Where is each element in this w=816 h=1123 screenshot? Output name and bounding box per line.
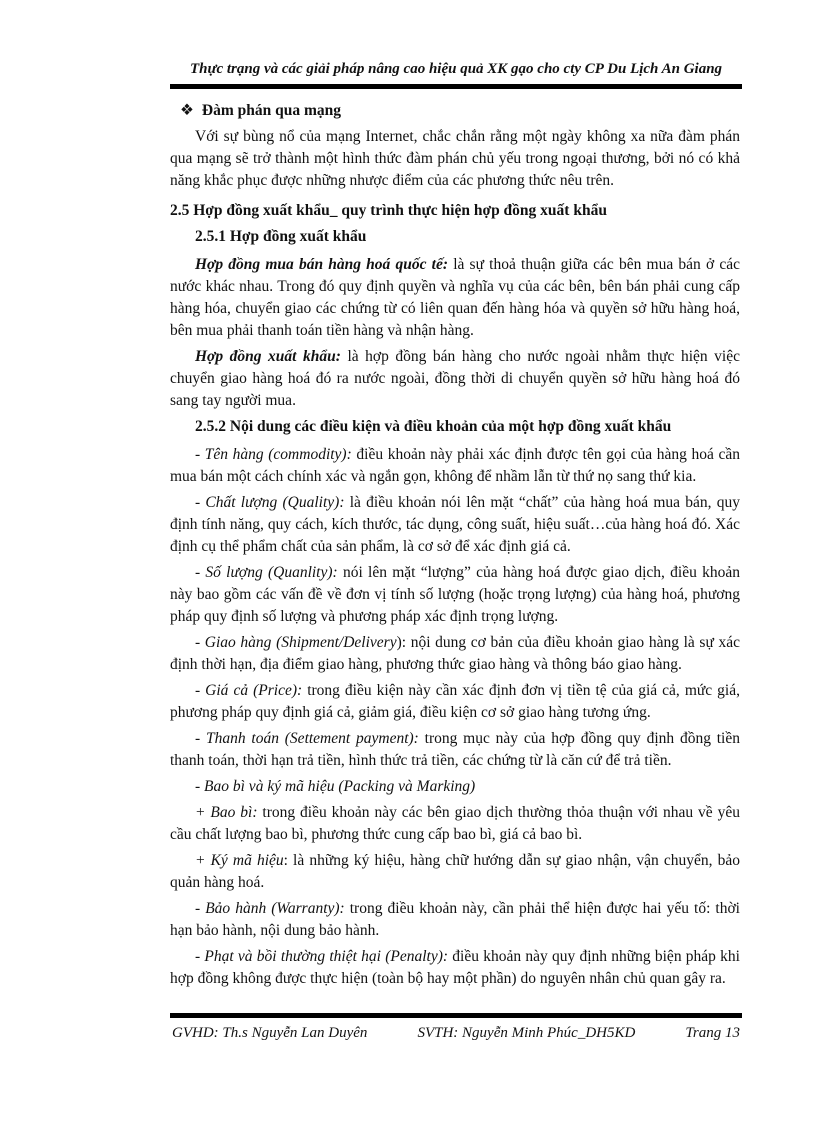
diamond-bullet-icon: ❖ — [180, 102, 194, 119]
clause-term: + Bao bì: — [195, 804, 258, 821]
footer-advisor: GVHD: Th.s Nguyễn Lan Duyên — [172, 1025, 368, 1041]
footer-rule — [170, 1013, 742, 1018]
definition-term: Hợp đồng mua bán hàng hoá quốc tế: — [195, 256, 449, 273]
clause-packing — [170, 802, 740, 846]
clause-shipment — [170, 632, 740, 676]
clause-penalty — [170, 946, 740, 990]
clause-text: trong điều khoản này, cần phải thể hiện được hai yếu tố: thời hạn bảo hành, nội dung bảo hành. — [170, 900, 740, 939]
clause-price — [170, 680, 740, 724]
clause-text: nói lên mặt “lượng” của hàng hoá được giao dịch, điều khoản này bao gồm các vấn đề về đơn vị tính số lượng (hoặc trọng lượng) của hàng hoá, phương pháp quy định số lượng và phương pháp xác định trọng lượng. — [170, 564, 740, 625]
clause-packing-marking — [170, 776, 740, 798]
clause-commodity — [170, 444, 740, 488]
definition-text: là hợp đồng bán hàng cho nước ngoài nhằm thực hiện việc chuyển giao hàng hoá đó ra nước ngoài, đồng thời di chuyển quyền sở hữu hàng hoá đó sang tay người mua. — [170, 348, 740, 409]
definition-term: Hợp đồng xuất khẩu: — [195, 348, 341, 365]
footer-student: SVTH: Nguyễn Minh Phúc_DH5KD — [417, 1025, 636, 1041]
section-2-5-heading: 2.5 Hợp đồng xuất khẩu_ quy trình thực hiện hợp đồng xuất khẩu — [170, 202, 607, 219]
clause-quantity — [170, 562, 740, 628]
clause-text: : là những ký hiệu, hàng chữ hướng dẫn sự giao nhận, vận chuyển, bảo quản hàng hoá. — [170, 852, 741, 891]
clause-term: - Bao bì và ký mã hiệu (Packing và Marking) — [195, 778, 476, 795]
clause-term: - Tên hàng (commodity): — [195, 446, 352, 463]
heading-text: Đàm phán qua mạng — [201, 102, 342, 119]
clause-term: - Chất lượng (Quality): — [195, 494, 345, 511]
clause-marking — [170, 850, 740, 894]
clause-quality — [170, 492, 740, 558]
definition-export-contract — [170, 346, 740, 412]
clause-text: trong điều kiện này cần xác định đơn vị tiền tệ của giá cả, mức giá, phương pháp quy định giá cả, giảm giá, điều kiện cơ sở giao hàng tương ứng. — [170, 682, 740, 721]
clause-term: - Thanh toán (Settement payment): — [195, 730, 419, 747]
clause-text: ): nội dung cơ bản của điều khoản giao hàng là sự xác định thời hạn, địa điểm giao hàng, phương thức giao hàng và thông báo giao hàng. — [170, 634, 740, 673]
clause-warranty — [170, 898, 740, 942]
page-footer — [172, 1025, 740, 1042]
clause-term: - Phạt và bồi thường thiệt hại (Penalty): — [195, 948, 449, 965]
clause-term: - Giao hàng (Shipment/Delivery — [195, 634, 397, 651]
section-2-5-2-heading: 2.5.2 Nội dung các điều kiện và điều khoản của một hợp đồng xuất khẩu — [195, 418, 672, 435]
clause-text: trong mục này của hợp đồng quy định đồng tiền thanh toán, thời hạn trả tiền, hình thức trả tiền, các chứng từ là căn cứ để trả tiền. — [170, 730, 740, 769]
header-rule — [170, 84, 742, 89]
footer-page-number: Trang 13 — [685, 1025, 740, 1041]
definition-international-contract — [170, 254, 740, 342]
clause-payment — [170, 728, 740, 772]
clause-text: là điều khoản nói lên mặt “chất” của hàng hoá mua bán, quy định tính năng, quy cách, kích thước, tác dụng, công suất, hiệu suất…của hàng hoá đó. Xác định cụ thể phẩm chất của sản phẩm, là cơ sở để xác định giá cả. — [170, 494, 740, 555]
online-negotiation-paragraph: Với sự bùng nổ của mạng Internet, chắc chắn rằng một ngày không xa nữa đàm phán qua mạng sẽ trở thành một hình thức đàm phán chủ yếu trong ngoại thương, bởi nó có khả năng khắc phục được những nhược điểm của các phương thức nêu trên. — [170, 128, 740, 189]
clause-text: điều khoản này quy định những biện pháp khi hợp đồng không được thực hiện (toàn bộ hay một phần) do nguyên nhân chủ quan gây ra. — [170, 948, 740, 987]
page-header-title: Thực trạng và các giải pháp nâng cao hiệu quả XK gạo cho cty CP Du Lịch An Giang — [189, 61, 723, 77]
clause-term: + Ký mã hiệu — [195, 852, 284, 869]
clause-term: - Bảo hành (Warranty): — [195, 900, 345, 917]
clause-text: trong điều khoản này các bên giao dịch thường thỏa thuận với nhau về yêu cầu chất lượng bao bì, phương thức cung cấp bao bì, giá cả bao bì. — [170, 804, 740, 843]
clause-term: - Số lượng (Quanlity): — [195, 564, 338, 581]
clause-text: điều khoản này phải xác định được tên gọi của hàng hoá cần mua bán một cách chính xác và ngắn gọn, không để nhầm lẫn từ thứ nọ sang thứ kia. — [170, 446, 740, 485]
clause-term: - Giá cả (Price): — [195, 682, 303, 699]
online-negotiation-heading — [170, 100, 740, 122]
section-2-5-1-heading: 2.5.1 Hợp đồng xuất khẩu — [195, 228, 367, 245]
definition-text: là sự thoả thuận giữa các bên mua bán ở các nước khác nhau. Trong đó quy định quyền và nghĩa vụ của các bên, bên bán phải cung cấp hàng hóa, chuyển giao các chứng từ có liên quan đến hàng hóa và quyền sở hữu hàng hoá, bên mua phải thanh toán tiền hàng và nhận hàng. — [170, 256, 740, 339]
document-body — [170, 100, 740, 994]
